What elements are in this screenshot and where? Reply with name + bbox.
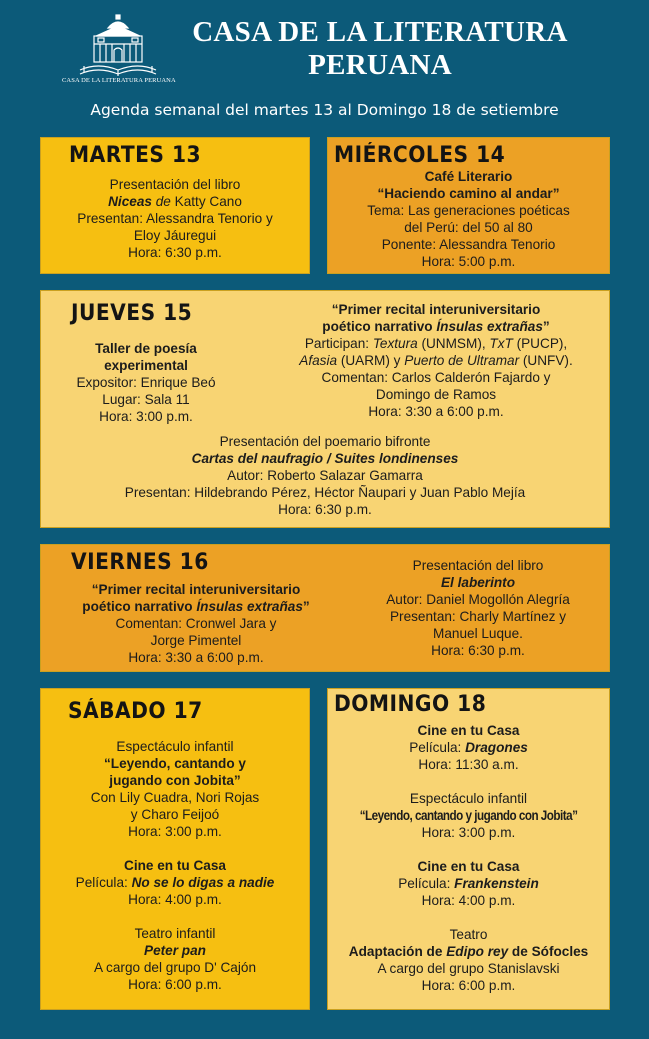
spacer (41, 840, 309, 857)
agenda-subtitle: Agenda semanal del martes 13 al Domingo 18 de setiembre (90, 101, 559, 119)
card-jueves (40, 290, 610, 528)
spacer (328, 909, 609, 926)
event-line (266, 318, 606, 335)
event-presentacion-libro (41, 176, 309, 261)
event-line: Tema: Las generaciones poéticas (367, 203, 570, 218)
event-line: Hora: 6:30 p.m. (431, 643, 525, 658)
book-title: Niceas (108, 194, 152, 209)
building-book-icon (74, 14, 162, 78)
event-line (46, 598, 346, 615)
event-line: Ponente: Alessandra Tenorio (381, 237, 556, 252)
event-cafe-literario (328, 168, 609, 270)
event-line: Presentan: Charly Martínez y (389, 609, 567, 624)
card-viernes (40, 544, 610, 672)
spacer (41, 908, 309, 925)
event-line-part: Película: (398, 876, 455, 891)
event-line: Hora: 3:30 a 6:00 p.m. (368, 404, 504, 419)
event-line: Hora: 3:30 a 6:00 p.m. (128, 650, 264, 665)
event-line: del Perú: del 50 al 80 (404, 220, 533, 235)
event-line-part: Película: (409, 740, 466, 755)
spacer (328, 841, 609, 858)
event-line-part: Afasia (299, 353, 338, 368)
event-line: Cartas del naufragio / Suites londinenses (191, 451, 459, 466)
event-line-part: “Leyendo, cantando y jugando con Jobita” (359, 808, 578, 823)
event-line: Espectáculo infantil (116, 739, 234, 754)
event-line-part: ” (542, 319, 550, 334)
event-line: Con Lily Cuadra, Nori Rojas (90, 790, 260, 805)
event-line-part: Dragones (465, 740, 528, 755)
spacer (328, 773, 609, 790)
event-line: “Primer recital interuniversitario (331, 302, 541, 317)
event-line (328, 739, 609, 756)
event-line (328, 875, 609, 892)
event-line: Lugar: Sala 11 (102, 392, 190, 407)
day-heading: MIÉRCOLES 14 (334, 143, 506, 168)
event-line: A cargo del grupo Stanislavski (377, 961, 560, 976)
event-line-part: Frankenstein (454, 876, 539, 891)
event-line: Cine en tu Casa (124, 858, 226, 873)
event-line (266, 335, 606, 352)
card-domingo (327, 688, 610, 1010)
event-line: Hora: 3:00 p.m. (128, 824, 222, 839)
event-line: Hora: 11:30 a.m. (418, 757, 519, 772)
event-line-part: de (151, 194, 171, 209)
event-line: Expositor: Enrique Beó (76, 375, 216, 390)
event-line: Manuel Luque. (433, 626, 523, 641)
event-line-part: Katty Cano (170, 194, 242, 209)
event-line: Teatro (449, 927, 488, 942)
event-line: Autor: Daniel Mogollón Alegría (386, 592, 570, 607)
event-line: Hora: 3:00 p.m. (421, 825, 516, 840)
title-line-1: CASA DE LA LITERATURA (192, 16, 568, 48)
event-line: Jorge Pimentel (150, 633, 242, 648)
day-heading: JUEVES 15 (71, 301, 193, 326)
event-line: “Haciendo camino al andar” (377, 186, 560, 201)
event-line: “Primer recital interuniversitario (91, 582, 301, 597)
event-line-part: Ínsulas extrañas (196, 599, 303, 614)
event-line: “Leyendo, cantando y (103, 756, 246, 771)
day-heading: MARTES 13 (69, 143, 202, 168)
event-line-part: Participan: (304, 336, 373, 351)
event-list (41, 738, 309, 993)
event-line: Espectáculo infantil (409, 791, 528, 806)
event-line: jugando con Jobita” (109, 773, 241, 788)
event-line: Presentación del libro (109, 177, 241, 192)
event-line-part: (PUCP), (512, 336, 568, 351)
event-line: Café Literario (424, 169, 513, 184)
title-line-2: PERUANA (308, 49, 452, 81)
page-title (170, 16, 590, 82)
event-taller (51, 340, 241, 425)
event-line: Domingo de Ramos (375, 387, 497, 402)
logo-caption: CASA DE LA LITERATURA PERUANA (62, 77, 176, 84)
event-line-part: (UARM) y (337, 353, 405, 368)
event-line: Peter pan (144, 943, 206, 958)
event-poemario (41, 433, 609, 518)
card-miercoles (327, 137, 610, 274)
event-line: Presentan: Alessandra Tenorio y (77, 211, 273, 226)
event-line-part: poético narrativo (322, 319, 437, 334)
event-line: Hora: 4:00 p.m. (128, 892, 222, 907)
event-line: Hora: 3:00 p.m. (99, 409, 193, 424)
event-line: Eloy Jáuregui (133, 228, 217, 243)
event-line: Hora: 6:00 p.m. (421, 978, 516, 993)
event-line-part: de Sófocles (508, 944, 589, 959)
event-recital (46, 581, 346, 666)
event-line: Autor: Roberto Salazar Gamarra (227, 468, 423, 483)
event-line-part: No se lo digas a nadie (131, 875, 275, 890)
event-line: Comentan: Cronwel Jara y (115, 616, 277, 631)
event-line: Taller de poesía (95, 341, 197, 356)
event-line-part: poético narrativo (82, 599, 197, 614)
event-line-part: TxT (489, 336, 513, 351)
event-line: Hora: 6:30 p.m. (128, 245, 222, 260)
event-line-part: ” (302, 599, 310, 614)
event-line-part: Película: (75, 875, 132, 890)
event-recital (266, 301, 606, 420)
event-line: Presentación del libro (412, 558, 544, 573)
day-heading: SÁBADO 17 (68, 699, 203, 724)
event-line: Hora: 5:00 p.m. (421, 254, 516, 269)
day-heading: DOMINGO 18 (334, 692, 487, 717)
event-line-part: (UNFV). (519, 353, 573, 368)
card-sabado (40, 688, 310, 1010)
event-line: Cine en tu Casa (417, 723, 520, 738)
event-line: y Charo Feijoó (130, 807, 220, 822)
event-line-part: Puerto de Ultramar (404, 353, 520, 368)
event-line: Teatro infantil (134, 926, 216, 941)
event-line-part: (UNMSM), (417, 336, 490, 351)
day-heading: VIERNES 16 (71, 550, 209, 575)
event-line-part: Textura (372, 336, 418, 351)
event-line-part: Adaptación de (348, 944, 447, 959)
event-line: A cargo del grupo D' Cajón (93, 960, 257, 975)
event-line (41, 874, 309, 891)
event-line: Presentan: Hildebrando Pérez, Héctor Ñaupari y Juan Pablo Mejía (124, 485, 526, 500)
book-title: El laberinto (440, 575, 516, 590)
event-line: Comentan: Carlos Calderón Fajardo y (321, 370, 551, 385)
event-line: Hora: 6:30 p.m. (278, 502, 372, 517)
event-line (266, 352, 606, 369)
event-presentacion-libro (353, 557, 603, 659)
event-line-part: Ínsulas extrañas (436, 319, 543, 334)
event-line: Cine en tu Casa (417, 859, 520, 874)
event-line (328, 943, 609, 960)
event-line: experimental (104, 358, 188, 373)
event-line (328, 807, 609, 824)
event-line: Presentación del poemario bifronte (219, 434, 431, 449)
event-line: Hora: 4:00 p.m. (421, 893, 516, 908)
event-line-part: Edipo rey (446, 944, 509, 959)
event-line: Hora: 6:00 p.m. (128, 977, 222, 992)
event-list (328, 722, 609, 994)
card-martes (40, 137, 310, 274)
event-line (41, 193, 309, 210)
